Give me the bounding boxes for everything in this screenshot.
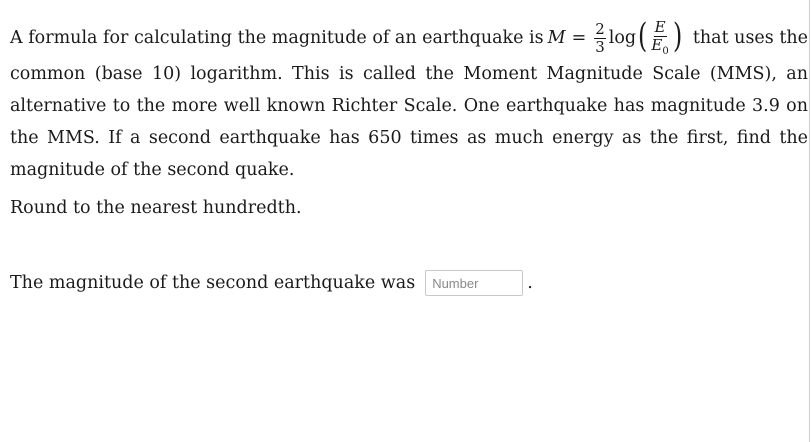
ratio-numerator: E bbox=[654, 17, 666, 36]
answer-label: The magnitude of the second earthquake was bbox=[10, 273, 416, 293]
coefficient-numerator: 2 bbox=[595, 19, 605, 38]
formula-log: log bbox=[608, 28, 637, 48]
problem-after-formula: that uses the bbox=[692, 28, 808, 48]
coefficient-denominator: 3 bbox=[595, 37, 605, 56]
answer-suffix: . bbox=[527, 273, 533, 293]
ratio-denominator bbox=[651, 37, 668, 57]
formula-energy-ratio bbox=[651, 17, 669, 57]
answer-row bbox=[10, 270, 533, 296]
magnitude-formula bbox=[547, 16, 684, 57]
problem-body: common (base 10) logarithm. This is called the Moment Magnitude Scale (MMS), an alternative to the more well known Richter Scale. One earthquake has magnitude 3.9 on the MMS. If a second earthquake has 650 times as much energy as the first, find the magnitude of the second quake. bbox=[10, 64, 808, 180]
problem-intro: A formula for calculating the magnitude of an earthquake is bbox=[10, 28, 544, 48]
problem-statement bbox=[10, 18, 808, 186]
formula-close-paren: ) bbox=[672, 16, 682, 56]
rounding-instruction: Round to the nearest hundredth. bbox=[10, 198, 302, 218]
problem-line-with-formula bbox=[10, 18, 808, 58]
formula-coefficient bbox=[594, 19, 606, 56]
formula-open-paren: ( bbox=[638, 16, 648, 56]
ratio-denominator-base: E bbox=[651, 35, 663, 54]
answer-number-input[interactable] bbox=[425, 270, 523, 296]
formula-equals: = bbox=[571, 28, 587, 48]
ratio-denominator-subscript: 0 bbox=[662, 45, 669, 57]
formula-lhs: M bbox=[547, 28, 566, 48]
